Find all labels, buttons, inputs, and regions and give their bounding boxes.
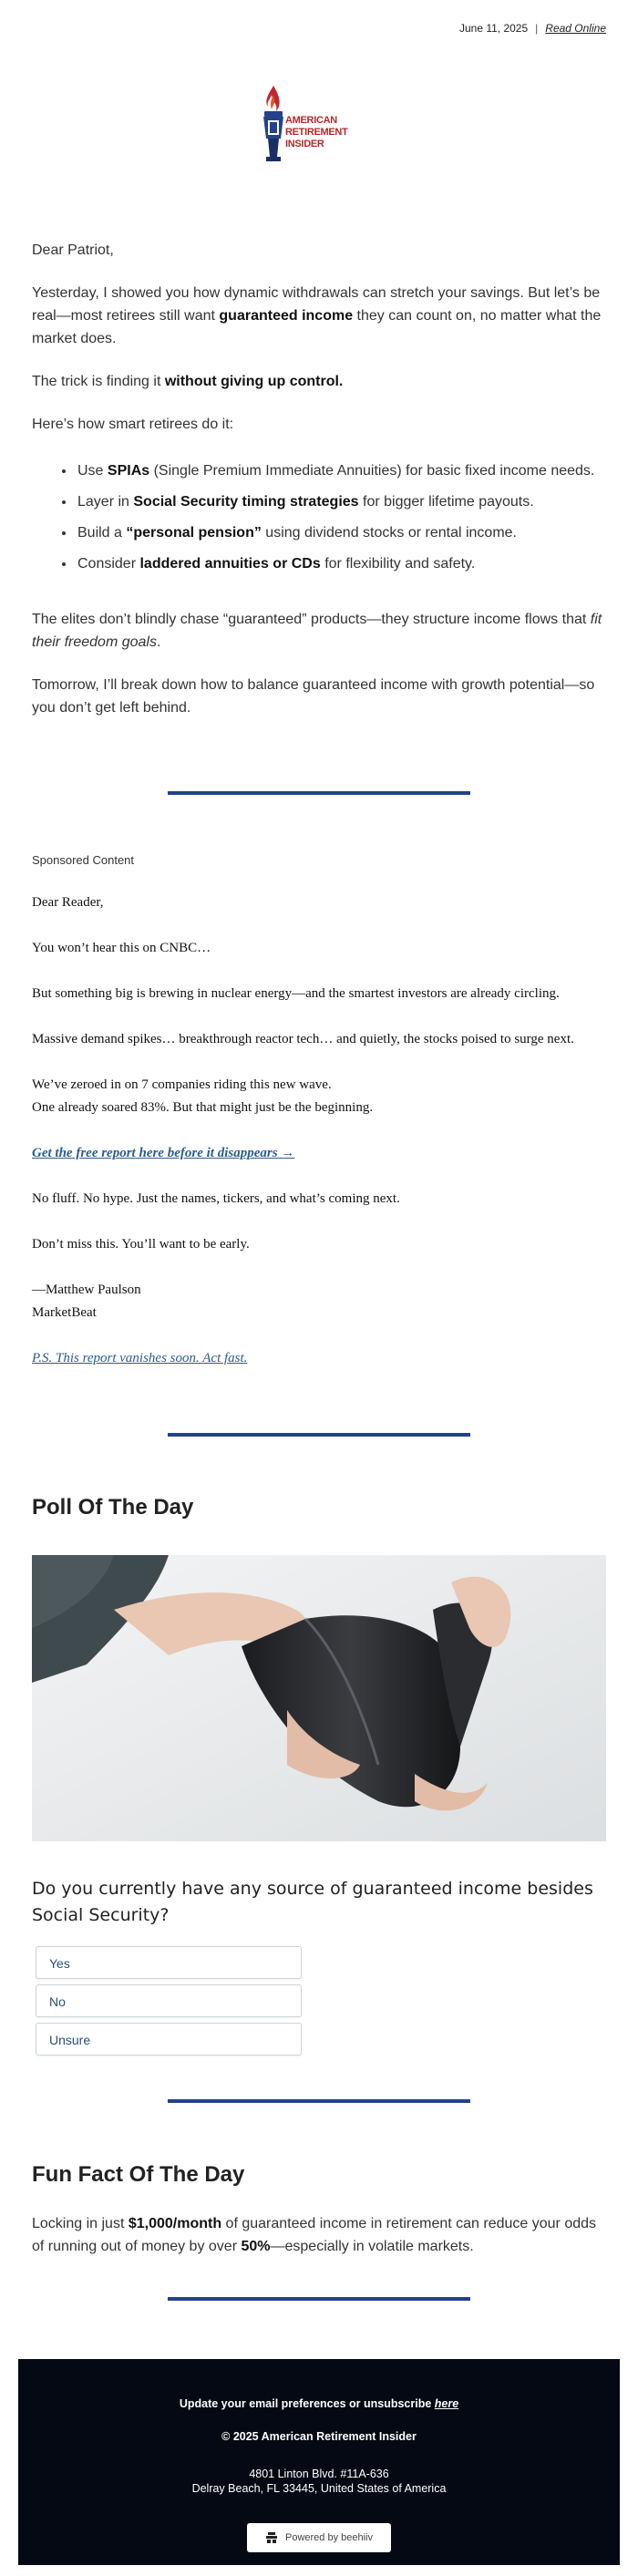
empty-wallet-illustration [32,1555,606,1841]
issue-date: June 11, 2025 [458,22,529,35]
intro-paragraph-4 [32,608,606,654]
sponsor-paragraph [32,1074,606,1119]
funfact-part: Locking in just [32,2216,129,2231]
brand-logo [255,84,387,164]
signature-company: MarketBeat [32,1305,97,1320]
address-line: 4801 Linton Blvd. #11A-636 [249,2468,389,2480]
intro-greeting: Dear Patriot, [32,242,114,258]
copyright: © 2025 American Retirement Insider [221,2430,417,2443]
address-line: Delray Beach, FL 33445, United States of America [191,2482,447,2495]
poll-title: Poll Of The Day [32,1495,194,1520]
brand-line-1: AMERICAN [285,115,337,126]
list-text: using dividend stocks or rental income. [261,525,517,541]
list-text: (Single Premium Immediate Annuities) for basic fixed income needs. [149,463,595,479]
list-text: for flexibility and safety. [320,556,476,572]
powered-by-beehiiv-badge[interactable] [247,2523,391,2552]
powered-by-text: Powered by beehiiv [284,2532,373,2543]
brand-line-2: RETIREMENT INSIDER [285,127,348,149]
intro-text: Yesterday, I showed you how dynamic withdrawals can stretch your savings. But let’s be real—most retirees still want [32,285,601,324]
intro-paragraph-3: Here’s how smart retirees do it: [32,417,234,432]
free-report-link[interactable]: Get the free report here before it disappears → [32,1146,295,1160]
poll-option-no[interactable]: No [36,1984,302,2017]
list-item [76,521,606,544]
unsubscribe-link[interactable]: here [434,2397,459,2410]
footer [18,2359,620,2565]
intro-text: . [156,634,161,650]
list-text: for bigger lifetime payouts. [358,494,534,510]
sponsor-ps [32,1347,606,1370]
poll-option-unsure[interactable]: Unsure [36,2023,302,2056]
funfact-text [32,2212,606,2258]
funfact-part: of guaranteed income in retirement can reduce your odds of running out of money by over [32,2216,597,2254]
sponsor-signature [32,1279,606,1324]
list-text: Consider [77,556,140,572]
list-item [76,552,606,575]
signature-name: —Matthew Paulson [32,1283,141,1297]
preferences-text: Update your email preferences or unsubscribe [179,2397,435,2410]
funfact-title: Fun Fact Of The Day [32,2162,245,2187]
poll-question: Do you currently have any source of guaranteed income besides Social Security? [32,1879,593,1925]
list-emphasis: Social Security timing strategies [133,494,359,510]
beehiiv-icon [265,2531,278,2544]
sponsor-paragraph: But something big is brewing in nuclear energy—and the smartest investors are already circling. [32,986,560,1001]
intro-text: The elites don’t blindly chase “guaranteed” products—they structure income flows that [32,612,591,627]
intro-paragraph-1 [32,282,606,350]
intro-text: they can count on, no matter what the market does. [32,308,602,346]
header-bar [459,22,606,35]
intro-paragraph-2 [32,370,606,393]
section-divider [168,1433,470,1437]
strategy-list [76,459,606,575]
intro-emphasis: without giving up control. [164,374,344,389]
mailing-address [18,2467,620,2496]
funfact-emphasis: $1,000/month [128,2216,222,2231]
section-divider [168,2297,470,2301]
intro-text: The trick is finding it [32,374,165,389]
list-emphasis: laddered annuities or CDs [139,556,321,572]
funfact-emphasis: 50% [241,2239,271,2254]
poll-option-yes[interactable]: Yes [36,1946,302,1979]
sponsor-cta [32,1142,606,1165]
funfact-part: —especially in volatile markets. [270,2239,474,2254]
list-text: Use [77,463,108,479]
sponsor-paragraph: Massive demand spikes… breakthrough reactor tech… and quietly, the stocks poised to surge next. [32,1032,574,1046]
intro-italic: fit their freedom goals [32,612,602,650]
intro-paragraph-5: Tomorrow, I’ll break down how to balance guaranteed income with growth potential—so you don’t get left behind. [32,677,595,716]
ps-link[interactable]: P.S. This report vanishes soon. Act fast. [32,1351,248,1365]
header-separator: | [535,22,539,35]
list-item [76,490,606,513]
list-text: Build a [77,525,127,541]
read-online-link[interactable]: Read Online [545,22,606,35]
sponsored-content [32,891,606,1393]
brand-name [285,115,387,150]
sponsored-label: Sponsored Content [32,853,135,867]
email-preferences [18,2397,620,2410]
poll-image-empty-wallet [32,1555,606,1841]
sponsor-paragraph: No fluff. No hype. Just the names, tickers, and what’s coming next. [32,1191,400,1206]
sponsor-line: One already soared 83%. But that might just be the beginning. [32,1100,374,1115]
list-text: Layer in [77,494,134,510]
sponsor-paragraph: Don’t miss this. You’ll want to be early. [32,1237,250,1252]
sponsor-paragraph: You won’t hear this on CNBC… [32,941,211,955]
sponsor-line: We’ve zeroed in on 7 companies riding this new wave. [32,1077,332,1092]
intro-article [32,239,606,739]
list-emphasis: SPIAs [107,463,150,479]
sponsor-greeting: Dear Reader, [32,895,104,910]
list-emphasis: “personal pension” [126,525,262,541]
section-divider [168,2099,470,2103]
list-item [76,459,606,482]
intro-emphasis: guaranteed income [219,308,354,324]
section-divider [168,791,470,795]
